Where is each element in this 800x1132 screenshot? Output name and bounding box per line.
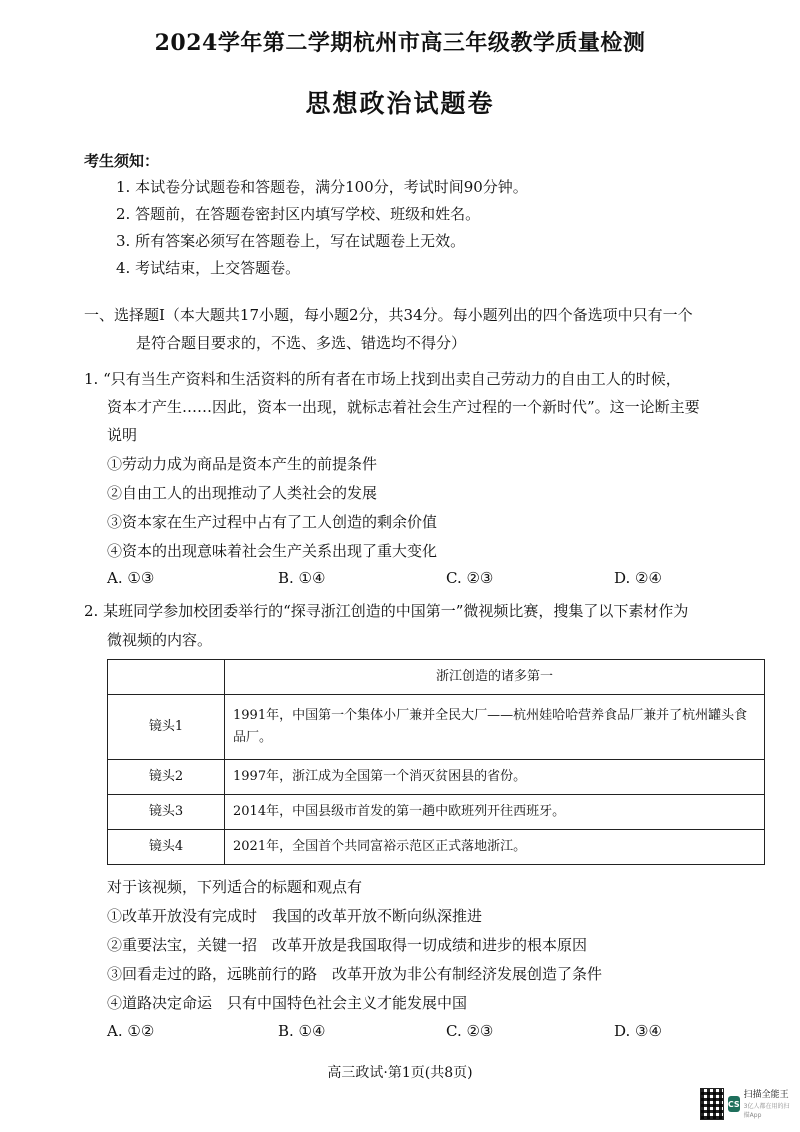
q1-option-b: B. ①④ xyxy=(278,569,326,587)
q2-statement: ④道路决定命运 只有中国特色社会主义才能发展中国 xyxy=(107,994,468,1012)
notice-item: 4. 考试结束，上交答题卷。 xyxy=(116,259,301,277)
q1-statement: ③资本家在生产过程中占有了工人创造的剩余价值 xyxy=(107,513,438,531)
q2-option-b: B. ①④ xyxy=(278,1022,326,1040)
table-header-cell: 浙江创造的诸多第一 xyxy=(225,660,765,695)
q2-option-c: C. ②③ xyxy=(446,1022,494,1040)
table-row xyxy=(108,830,765,865)
q1-stem-line1: 1. “只有当生产资料和生活资料的所有者在市场上找到出卖自己劳动力的自由工人的时候， xyxy=(84,370,681,388)
q2-statement: ①改革开放没有完成时 我国的改革开放不断向纵深推进 xyxy=(107,907,483,925)
table-row xyxy=(108,695,765,760)
section-heading-line2: 是符合题目要求的，不选、多选、错选均不得分） xyxy=(136,334,467,352)
shot-text: 2021年，全国首个共同富裕示范区正式落地浙江。 xyxy=(225,830,765,865)
q1-stem-line2: 资本才产生……因此，资本一出现，就标志着社会生产过程的一个新时代”。这一论断主要 xyxy=(107,398,700,416)
qr-code-icon xyxy=(700,1088,724,1120)
q2-option-d: D. ③④ xyxy=(614,1022,662,1040)
q2-material-table xyxy=(107,659,765,865)
notice-item: 3. 所有答案必须写在答题卷上，写在试题卷上无效。 xyxy=(116,232,466,250)
notice-heading: 考生须知： xyxy=(84,152,160,170)
exam-subtitle: 思想政治试题卷 xyxy=(305,89,495,118)
q1-option-c: C. ②③ xyxy=(446,569,494,587)
table-row xyxy=(108,795,765,830)
q2-stem-line2: 微视频的内容。 xyxy=(107,631,213,649)
q1-stem-line3: 说明 xyxy=(107,426,138,444)
shot-text: 1997年，浙江成为全国第一个消灭贫困县的省份。 xyxy=(225,760,765,795)
shot-label: 镜头1 xyxy=(108,695,225,760)
page-footer: 高三政试·第1页(共8页) xyxy=(327,1065,473,1081)
q1-option-a: A. ①③ xyxy=(107,569,155,587)
q2-prompt: 对于该视频，下列适合的标题和观点有 xyxy=(107,878,363,896)
exam-title: 2024学年第二学期杭州市高三年级教学质量检测 xyxy=(154,30,646,56)
q2-statement: ②重要法宝，关键一招 改革开放是我国取得一切成绩和进步的根本原因 xyxy=(107,936,588,954)
table-corner-cell xyxy=(108,660,225,695)
scanner-watermark xyxy=(700,1086,790,1122)
notice-item: 2. 答题前，在答题卷密封区内填写学校、班级和姓名。 xyxy=(116,205,481,223)
q2-stem-line1: 2. 某班同学参加校团委举行的“探寻浙江创造的中国第一”微视频比赛，搜集了以下素材作为 xyxy=(84,602,689,620)
q1-statement: ④资本的出现意味着社会生产关系出现了重大变化 xyxy=(107,542,438,560)
shot-text: 1991年，中国第一个集体小厂兼并全民大厂——杭州娃哈哈营养食品厂兼并了杭州罐头食品厂。 xyxy=(225,695,765,760)
q2-option-a: A. ①② xyxy=(107,1022,155,1040)
notice-item: 1. 本试卷分试题卷和答题卷，满分100分，考试时间90分钟。 xyxy=(116,178,528,196)
q1-statement: ②自由工人的出现推动了人类社会的发展 xyxy=(107,484,378,502)
watermark-text xyxy=(744,1090,790,1119)
section-heading-line1: 一、选择题Ⅰ（本大题共17小题，每小题2分，共34分。每小题列出的四个备选项中只有一个 xyxy=(84,306,693,324)
table-row xyxy=(108,760,765,795)
q1-option-d: D. ②④ xyxy=(614,569,662,587)
q2-statement: ③回看走过的路，远眺前行的路 改革开放为非公有制经济发展创造了条件 xyxy=(107,965,603,983)
camscanner-logo-icon: CS xyxy=(728,1096,740,1112)
shot-label: 镜头4 xyxy=(108,830,225,865)
shot-label: 镜头2 xyxy=(108,760,225,795)
table-header-row xyxy=(108,660,765,695)
shot-text: 2014年，中国县级市首发的第一趟中欧班列开往西班牙。 xyxy=(225,795,765,830)
shot-label: 镜头3 xyxy=(108,795,225,830)
q1-statement: ①劳动力成为商品是资本产生的前提条件 xyxy=(107,455,378,473)
watermark-sub: 3亿人都在用的扫描App xyxy=(743,1102,790,1119)
watermark-name: 扫描全能王 xyxy=(743,1089,789,1100)
